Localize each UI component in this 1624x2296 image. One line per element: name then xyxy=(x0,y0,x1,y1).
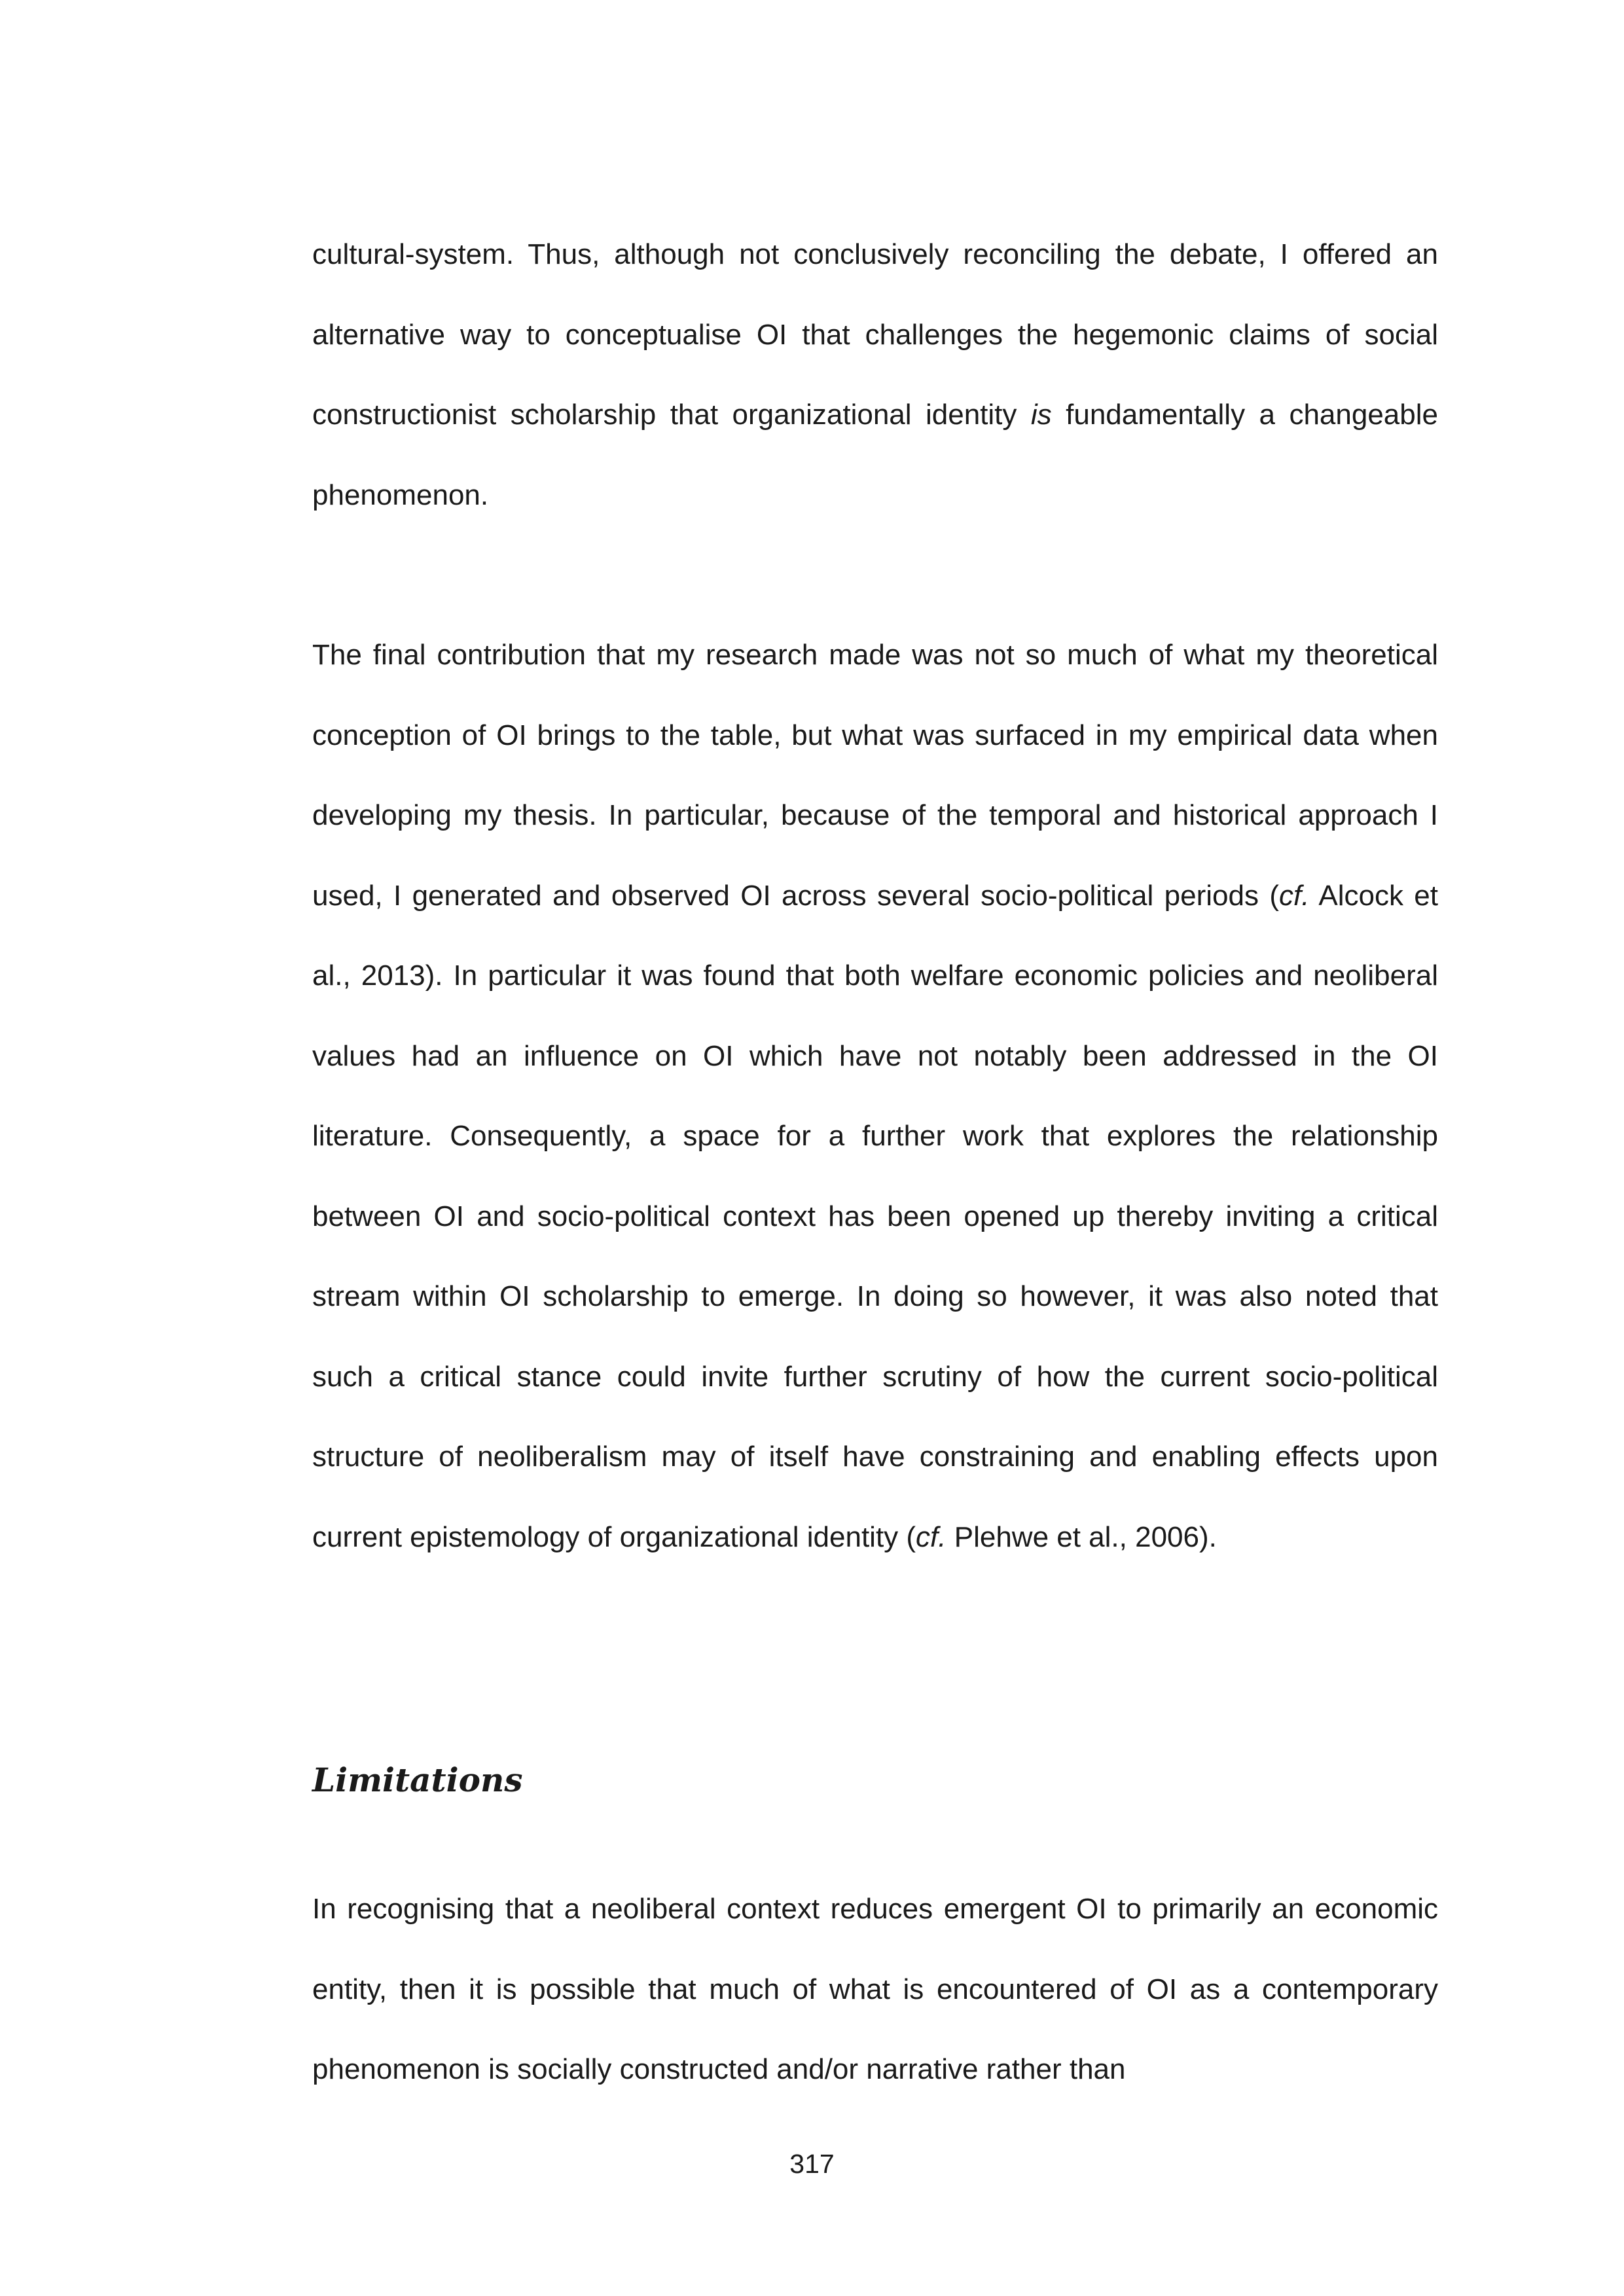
paragraph-2-text-b: Alcock et al., 2013). In particular it was found that both welfare economic policies and neoliberal values had an influence on OI which have not notably been addressed in the OI literature. Consequently, a space for a further work that explores the relationship between OI and socio-political context has been opened up thereby inviting a critical stream within OI scholarship to emerge. In doing so however, it was also noted that such a critical stance could invite further scrutiny of how the current socio-political structure of neoliberalism may of itself have constraining and enabling effects upon current epistemology of organizational identity ( xyxy=(312,879,1438,1553)
paragraph-final-contribution xyxy=(312,615,1438,1577)
section-heading-limitations: Limitations xyxy=(312,1761,523,1799)
paragraph-limitations: In recognising that a neoliberal context reduces emergent OI to primarily an economic entity, then it is possible that much of what is encountered of OI as a contemporary phenomenon is socially constructed and/or narrative rather than xyxy=(312,1893,1438,2085)
paragraph-2-cf-1: cf. xyxy=(1278,879,1310,912)
paragraph-2-text-c: Plehwe et al., 2006). xyxy=(946,1520,1217,1553)
paragraph-1-text-b: fundamentally a changeable phenomenon. xyxy=(312,399,1438,511)
page-number: 317 xyxy=(789,2149,835,2179)
paragraph-1-emphasis-is: is xyxy=(1030,399,1052,431)
paragraph-1-text-a: cultural-system. Thus, although not conclusively reconciling the debate, I offered an alternative way to conceptualise OI that challenges the hegemonic claims of social constructionist scholarship that organizational identity xyxy=(312,238,1438,431)
paragraph-2-text-a: The final contribution that my research made was not so much of what my theoretical conception of OI brings to the table, but what was surfaced in my empirical data when developing my thesis. In particular, because of the temporal and historical approach I used, I generated and observed OI across several socio-political periods ( xyxy=(312,639,1438,912)
paragraph-conceptualise-oi xyxy=(312,215,1438,535)
paragraph-2-cf-2: cf. xyxy=(916,1520,947,1553)
